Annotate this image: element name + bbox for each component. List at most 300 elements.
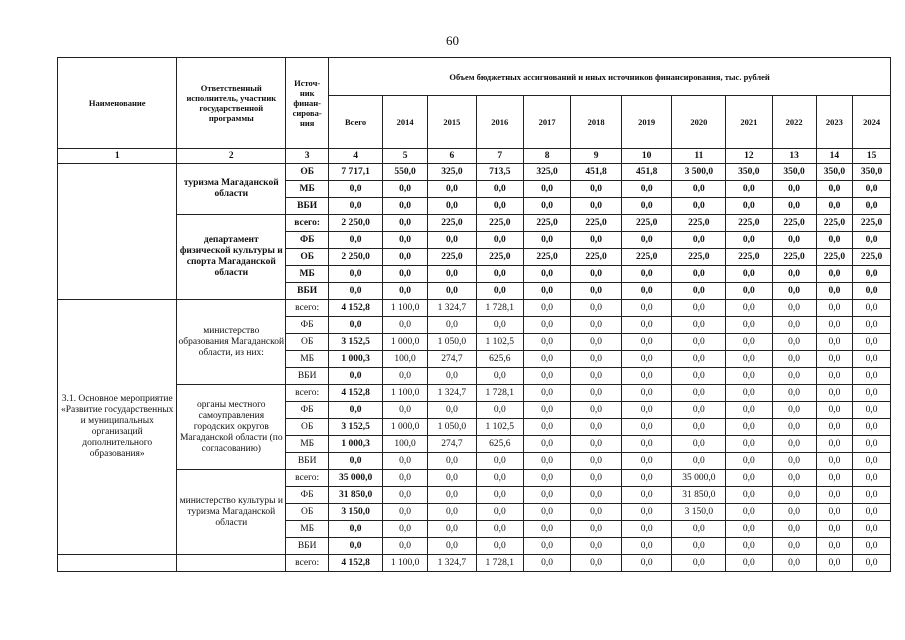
- column-number: 2: [177, 149, 286, 164]
- source-cell: ВБИ: [286, 283, 329, 300]
- column-number: 3: [286, 149, 329, 164]
- source-cell: ФБ: [286, 232, 329, 249]
- source-cell: всего:: [286, 385, 329, 402]
- year-value-cell: 0,0: [672, 351, 726, 368]
- year-value-cell: 0,0: [382, 470, 427, 487]
- header-name: Наименование: [58, 58, 177, 149]
- year-value-cell: 225,0: [853, 249, 891, 266]
- year-value-cell: 0,0: [571, 317, 622, 334]
- year-value-cell: 0,0: [382, 538, 427, 555]
- total-cell: 2 250,0: [329, 249, 383, 266]
- year-value-cell: 0,0: [571, 555, 622, 572]
- year-value-cell: 0,0: [816, 402, 853, 419]
- year-value-cell: 0,0: [571, 351, 622, 368]
- year-value-cell: 0,0: [382, 504, 427, 521]
- year-value-cell: 0,0: [523, 334, 570, 351]
- year-value-cell: 0,0: [523, 487, 570, 504]
- year-value-cell: 0,0: [476, 402, 523, 419]
- year-value-cell: 0,0: [428, 470, 476, 487]
- year-value-cell: 0,0: [382, 402, 427, 419]
- source-cell: ВБИ: [286, 198, 329, 215]
- header-year: 2015: [428, 96, 476, 149]
- year-value-cell: 0,0: [523, 198, 570, 215]
- year-value-cell: 451,8: [571, 164, 622, 181]
- year-value-cell: 0,0: [571, 300, 622, 317]
- total-cell: 4 152,8: [329, 555, 383, 572]
- column-number: 5: [382, 149, 427, 164]
- year-value-cell: 0,0: [772, 521, 816, 538]
- year-value-cell: 225,0: [772, 249, 816, 266]
- year-value-cell: 0,0: [726, 385, 772, 402]
- year-value-cell: 1 050,0: [428, 334, 476, 351]
- year-value-cell: 0,0: [726, 402, 772, 419]
- year-value-cell: 0,0: [571, 266, 622, 283]
- year-value-cell: 0,0: [816, 334, 853, 351]
- year-value-cell: 0,0: [476, 504, 523, 521]
- year-value-cell: 225,0: [476, 215, 523, 232]
- year-value-cell: 0,0: [726, 334, 772, 351]
- header-year: 2019: [621, 96, 672, 149]
- year-value-cell: 0,0: [772, 487, 816, 504]
- year-value-cell: 0,0: [476, 453, 523, 470]
- year-value-cell: 0,0: [726, 368, 772, 385]
- year-value-cell: 0,0: [772, 402, 816, 419]
- year-value-cell: 0,0: [816, 368, 853, 385]
- year-value-cell: 1 324,7: [428, 300, 476, 317]
- year-value-cell: 31 850,0: [672, 487, 726, 504]
- total-cell: 0,0: [329, 266, 383, 283]
- year-value-cell: 0,0: [726, 538, 772, 555]
- year-value-cell: 0,0: [476, 538, 523, 555]
- year-value-cell: 0,0: [571, 504, 622, 521]
- year-value-cell: 0,0: [621, 504, 672, 521]
- source-cell: ВБИ: [286, 453, 329, 470]
- year-value-cell: 1 102,5: [476, 334, 523, 351]
- year-value-cell: 225,0: [523, 249, 570, 266]
- column-number: 1: [58, 149, 177, 164]
- year-value-cell: 0,0: [621, 402, 672, 419]
- year-value-cell: 274,7: [428, 351, 476, 368]
- year-value-cell: 0,0: [571, 181, 622, 198]
- responsible-cell: департамент физической культуры и спорта Магаданской области: [177, 215, 286, 300]
- year-value-cell: 0,0: [853, 198, 891, 215]
- year-value-cell: 0,0: [523, 283, 570, 300]
- year-value-cell: 0,0: [816, 181, 853, 198]
- header-year: 2017: [523, 96, 570, 149]
- year-value-cell: 0,0: [816, 232, 853, 249]
- year-value-cell: 0,0: [621, 181, 672, 198]
- year-value-cell: 3 500,0: [672, 164, 726, 181]
- year-value-cell: 100,0: [382, 351, 427, 368]
- name-cell-empty: [58, 555, 177, 572]
- year-value-cell: 0,0: [523, 351, 570, 368]
- year-value-cell: 0,0: [772, 504, 816, 521]
- year-value-cell: 0,0: [772, 232, 816, 249]
- year-value-cell: 0,0: [726, 436, 772, 453]
- year-value-cell: 0,0: [853, 453, 891, 470]
- year-value-cell: 0,0: [428, 232, 476, 249]
- year-value-cell: 625,6: [476, 436, 523, 453]
- year-value-cell: 0,0: [382, 317, 427, 334]
- header-year: 2016: [476, 96, 523, 149]
- year-value-cell: 350,0: [853, 164, 891, 181]
- year-value-cell: 0,0: [772, 283, 816, 300]
- header-year: 2020: [672, 96, 726, 149]
- year-value-cell: 0,0: [428, 487, 476, 504]
- year-value-cell: 0,0: [726, 504, 772, 521]
- year-value-cell: 0,0: [382, 181, 427, 198]
- source-cell: МБ: [286, 351, 329, 368]
- year-value-cell: 0,0: [523, 385, 570, 402]
- year-value-cell: 0,0: [621, 385, 672, 402]
- year-value-cell: 0,0: [523, 538, 570, 555]
- source-cell: всего:: [286, 555, 329, 572]
- year-value-cell: 0,0: [816, 317, 853, 334]
- year-value-cell: 225,0: [571, 215, 622, 232]
- year-value-cell: 0,0: [621, 283, 672, 300]
- year-value-cell: 35 000,0: [672, 470, 726, 487]
- responsible-cell-empty: [177, 555, 286, 572]
- year-value-cell: 0,0: [816, 419, 853, 436]
- year-value-cell: 0,0: [428, 402, 476, 419]
- total-cell: 0,0: [329, 453, 383, 470]
- year-value-cell: 0,0: [726, 181, 772, 198]
- year-value-cell: 0,0: [853, 419, 891, 436]
- year-value-cell: 225,0: [523, 215, 570, 232]
- year-value-cell: 0,0: [476, 521, 523, 538]
- year-value-cell: 0,0: [476, 198, 523, 215]
- table-row: [58, 470, 891, 487]
- total-cell: 4 152,8: [329, 385, 383, 402]
- year-value-cell: 0,0: [672, 402, 726, 419]
- year-value-cell: 0,0: [571, 521, 622, 538]
- year-value-cell: 0,0: [853, 368, 891, 385]
- year-value-cell: 0,0: [621, 487, 672, 504]
- source-cell: МБ: [286, 266, 329, 283]
- column-number: 12: [726, 149, 772, 164]
- year-value-cell: 0,0: [523, 470, 570, 487]
- year-value-cell: 0,0: [726, 283, 772, 300]
- year-value-cell: 325,0: [523, 164, 570, 181]
- source-cell: МБ: [286, 521, 329, 538]
- year-value-cell: 0,0: [816, 521, 853, 538]
- year-value-cell: 1 100,0: [382, 555, 427, 572]
- year-value-cell: 0,0: [726, 555, 772, 572]
- year-value-cell: 0,0: [816, 487, 853, 504]
- year-value-cell: 0,0: [853, 538, 891, 555]
- year-value-cell: 0,0: [476, 470, 523, 487]
- year-value-cell: 0,0: [382, 198, 427, 215]
- column-number: 15: [853, 149, 891, 164]
- header-year: 2024: [853, 96, 891, 149]
- year-value-cell: 0,0: [853, 300, 891, 317]
- year-value-cell: 0,0: [726, 487, 772, 504]
- year-value-cell: 0,0: [772, 538, 816, 555]
- year-value-cell: 0,0: [571, 334, 622, 351]
- year-value-cell: 350,0: [726, 164, 772, 181]
- source-cell: всего:: [286, 470, 329, 487]
- year-value-cell: 0,0: [428, 453, 476, 470]
- year-value-cell: 0,0: [571, 453, 622, 470]
- year-value-cell: 0,0: [571, 232, 622, 249]
- year-value-cell: 0,0: [523, 402, 570, 419]
- year-value-cell: 0,0: [772, 368, 816, 385]
- source-cell: МБ: [286, 181, 329, 198]
- year-value-cell: 0,0: [816, 436, 853, 453]
- year-value-cell: 0,0: [621, 368, 672, 385]
- year-value-cell: 0,0: [571, 385, 622, 402]
- year-value-cell: 1 100,0: [382, 300, 427, 317]
- year-value-cell: 0,0: [726, 470, 772, 487]
- year-value-cell: 0,0: [816, 283, 853, 300]
- year-value-cell: 1 728,1: [476, 300, 523, 317]
- total-cell: 1 000,3: [329, 436, 383, 453]
- total-cell: 3 152,5: [329, 334, 383, 351]
- year-value-cell: 0,0: [476, 368, 523, 385]
- year-value-cell: 0,0: [476, 487, 523, 504]
- source-cell: всего:: [286, 300, 329, 317]
- year-value-cell: 225,0: [621, 249, 672, 266]
- year-value-cell: 0,0: [523, 368, 570, 385]
- year-value-cell: 0,0: [726, 266, 772, 283]
- year-value-cell: 0,0: [816, 300, 853, 317]
- year-value-cell: 0,0: [621, 317, 672, 334]
- source-cell: всего:: [286, 215, 329, 232]
- year-value-cell: 0,0: [621, 453, 672, 470]
- year-value-cell: 0,0: [672, 300, 726, 317]
- year-value-cell: 0,0: [571, 402, 622, 419]
- year-value-cell: 0,0: [772, 198, 816, 215]
- page-number: 60: [446, 33, 459, 48]
- year-value-cell: 0,0: [772, 334, 816, 351]
- year-value-cell: 0,0: [523, 521, 570, 538]
- year-value-cell: 0,0: [523, 436, 570, 453]
- year-value-cell: 350,0: [816, 164, 853, 181]
- year-value-cell: 0,0: [772, 300, 816, 317]
- year-value-cell: 0,0: [571, 487, 622, 504]
- year-value-cell: 0,0: [772, 555, 816, 572]
- year-value-cell: 0,0: [621, 351, 672, 368]
- total-cell: 4 152,8: [329, 300, 383, 317]
- total-cell: 3 152,5: [329, 419, 383, 436]
- year-value-cell: 0,0: [816, 198, 853, 215]
- year-value-cell: 225,0: [816, 215, 853, 232]
- year-value-cell: 0,0: [816, 538, 853, 555]
- year-value-cell: 0,0: [853, 521, 891, 538]
- year-value-cell: 0,0: [621, 198, 672, 215]
- year-value-cell: 0,0: [621, 436, 672, 453]
- year-value-cell: 0,0: [571, 470, 622, 487]
- year-value-cell: 0,0: [672, 538, 726, 555]
- year-value-cell: 1 000,0: [382, 334, 427, 351]
- budget-table: [57, 57, 891, 572]
- column-number: 13: [772, 149, 816, 164]
- year-value-cell: 0,0: [853, 504, 891, 521]
- year-value-cell: 0,0: [853, 181, 891, 198]
- year-value-cell: 0,0: [382, 521, 427, 538]
- year-value-cell: 0,0: [382, 249, 427, 266]
- year-value-cell: 0,0: [772, 317, 816, 334]
- year-value-cell: 0,0: [672, 266, 726, 283]
- year-value-cell: 0,0: [382, 487, 427, 504]
- total-cell: 2 250,0: [329, 215, 383, 232]
- column-number: 4: [329, 149, 383, 164]
- year-value-cell: 0,0: [476, 181, 523, 198]
- year-value-cell: 0,0: [726, 453, 772, 470]
- year-value-cell: 0,0: [621, 555, 672, 572]
- total-cell: 0,0: [329, 538, 383, 555]
- year-value-cell: 100,0: [382, 436, 427, 453]
- table-row: [58, 385, 891, 402]
- year-value-cell: 0,0: [672, 181, 726, 198]
- year-value-cell: 0,0: [428, 504, 476, 521]
- year-value-cell: 0,0: [571, 198, 622, 215]
- total-cell: 0,0: [329, 198, 383, 215]
- year-value-cell: 0,0: [672, 232, 726, 249]
- header-source: Источ-ник финан-сирова-ния: [286, 58, 329, 149]
- year-value-cell: 1 324,7: [428, 555, 476, 572]
- table-row: [58, 164, 891, 181]
- total-cell: 0,0: [329, 181, 383, 198]
- year-value-cell: 0,0: [428, 521, 476, 538]
- year-value-cell: 0,0: [772, 453, 816, 470]
- total-cell: 0,0: [329, 521, 383, 538]
- year-value-cell: 1 728,1: [476, 385, 523, 402]
- year-value-cell: 225,0: [726, 215, 772, 232]
- year-value-cell: 0,0: [853, 470, 891, 487]
- year-value-cell: 0,0: [772, 266, 816, 283]
- year-value-cell: 550,0: [382, 164, 427, 181]
- source-cell: ВБИ: [286, 368, 329, 385]
- year-value-cell: 225,0: [726, 249, 772, 266]
- year-value-cell: 0,0: [772, 436, 816, 453]
- year-value-cell: 0,0: [853, 555, 891, 572]
- year-value-cell: 0,0: [672, 419, 726, 436]
- year-value-cell: 0,0: [726, 317, 772, 334]
- year-value-cell: 0,0: [726, 521, 772, 538]
- year-value-cell: 0,0: [476, 232, 523, 249]
- year-value-cell: 0,0: [853, 487, 891, 504]
- year-value-cell: 451,8: [621, 164, 672, 181]
- year-value-cell: 0,0: [672, 521, 726, 538]
- year-value-cell: 0,0: [523, 317, 570, 334]
- header-year: 2018: [571, 96, 622, 149]
- total-cell: 0,0: [329, 402, 383, 419]
- responsible-cell: органы местного самоуправления городских округов Магаданской области (по согласованию): [177, 385, 286, 470]
- year-value-cell: 625,6: [476, 351, 523, 368]
- year-value-cell: 0,0: [726, 232, 772, 249]
- source-cell: ФБ: [286, 317, 329, 334]
- source-cell: МБ: [286, 436, 329, 453]
- year-value-cell: 350,0: [772, 164, 816, 181]
- source-cell: ФБ: [286, 487, 329, 504]
- header-responsible: Ответственный исполнитель, участник государственной программы: [177, 58, 286, 149]
- column-number: 14: [816, 149, 853, 164]
- year-value-cell: 225,0: [428, 215, 476, 232]
- year-value-cell: 0,0: [816, 266, 853, 283]
- year-value-cell: 0,0: [853, 385, 891, 402]
- column-number: 7: [476, 149, 523, 164]
- year-value-cell: 0,0: [382, 215, 427, 232]
- year-value-cell: 0,0: [816, 385, 853, 402]
- table-row: [58, 215, 891, 232]
- year-value-cell: 0,0: [428, 538, 476, 555]
- year-value-cell: 0,0: [853, 334, 891, 351]
- year-value-cell: 0,0: [853, 266, 891, 283]
- year-value-cell: 274,7: [428, 436, 476, 453]
- year-value-cell: 0,0: [816, 504, 853, 521]
- column-number: 11: [672, 149, 726, 164]
- total-cell: 0,0: [329, 232, 383, 249]
- year-value-cell: 0,0: [816, 470, 853, 487]
- source-cell: ВБИ: [286, 538, 329, 555]
- year-value-cell: 225,0: [428, 249, 476, 266]
- year-value-cell: 0,0: [571, 436, 622, 453]
- responsible-cell: министерство культуры и туризма Магаданской области: [177, 470, 286, 555]
- year-value-cell: 0,0: [672, 453, 726, 470]
- year-value-cell: 0,0: [523, 453, 570, 470]
- year-value-cell: 0,0: [476, 266, 523, 283]
- year-value-cell: 0,0: [523, 555, 570, 572]
- column-number: 8: [523, 149, 570, 164]
- year-value-cell: 0,0: [428, 317, 476, 334]
- year-value-cell: 0,0: [382, 453, 427, 470]
- year-value-cell: 0,0: [571, 419, 622, 436]
- year-value-cell: 0,0: [621, 334, 672, 351]
- year-value-cell: 0,0: [571, 538, 622, 555]
- year-value-cell: 0,0: [571, 283, 622, 300]
- year-value-cell: 0,0: [476, 283, 523, 300]
- year-value-cell: 0,0: [428, 198, 476, 215]
- measure-name-cell: 3.1. Основное мероприятие «Развитие государственных и муниципальных организаций дополнительного образования»: [58, 300, 177, 555]
- year-value-cell: 0,0: [621, 232, 672, 249]
- year-value-cell: 0,0: [523, 232, 570, 249]
- year-value-cell: 0,0: [816, 555, 853, 572]
- year-value-cell: 225,0: [672, 249, 726, 266]
- total-cell: 31 850,0: [329, 487, 383, 504]
- source-cell: ОБ: [286, 504, 329, 521]
- year-value-cell: 0,0: [382, 266, 427, 283]
- total-cell: 0,0: [329, 317, 383, 334]
- year-value-cell: 0,0: [428, 368, 476, 385]
- year-value-cell: 0,0: [621, 470, 672, 487]
- year-value-cell: 0,0: [672, 198, 726, 215]
- header-year: 2014: [382, 96, 427, 149]
- year-value-cell: 1 728,1: [476, 555, 523, 572]
- year-value-cell: 0,0: [772, 470, 816, 487]
- header-volume: Объем бюджетных ассигнований и иных источников финансирования, тыс. рублей: [329, 58, 891, 96]
- year-value-cell: 0,0: [726, 419, 772, 436]
- year-value-cell: 0,0: [523, 266, 570, 283]
- column-number: 6: [428, 149, 476, 164]
- year-value-cell: 3 150,0: [672, 504, 726, 521]
- year-value-cell: 0,0: [382, 283, 427, 300]
- year-value-cell: 325,0: [428, 164, 476, 181]
- year-value-cell: 0,0: [382, 232, 427, 249]
- year-value-cell: 0,0: [853, 402, 891, 419]
- year-value-cell: 0,0: [816, 453, 853, 470]
- year-value-cell: 0,0: [726, 198, 772, 215]
- year-value-cell: 0,0: [621, 538, 672, 555]
- year-value-cell: 0,0: [772, 385, 816, 402]
- total-cell: 1 000,3: [329, 351, 383, 368]
- year-value-cell: 0,0: [853, 436, 891, 453]
- year-value-cell: 0,0: [726, 300, 772, 317]
- year-value-cell: 0,0: [571, 368, 622, 385]
- year-value-cell: 0,0: [672, 334, 726, 351]
- year-value-cell: 0,0: [672, 436, 726, 453]
- year-value-cell: 0,0: [621, 266, 672, 283]
